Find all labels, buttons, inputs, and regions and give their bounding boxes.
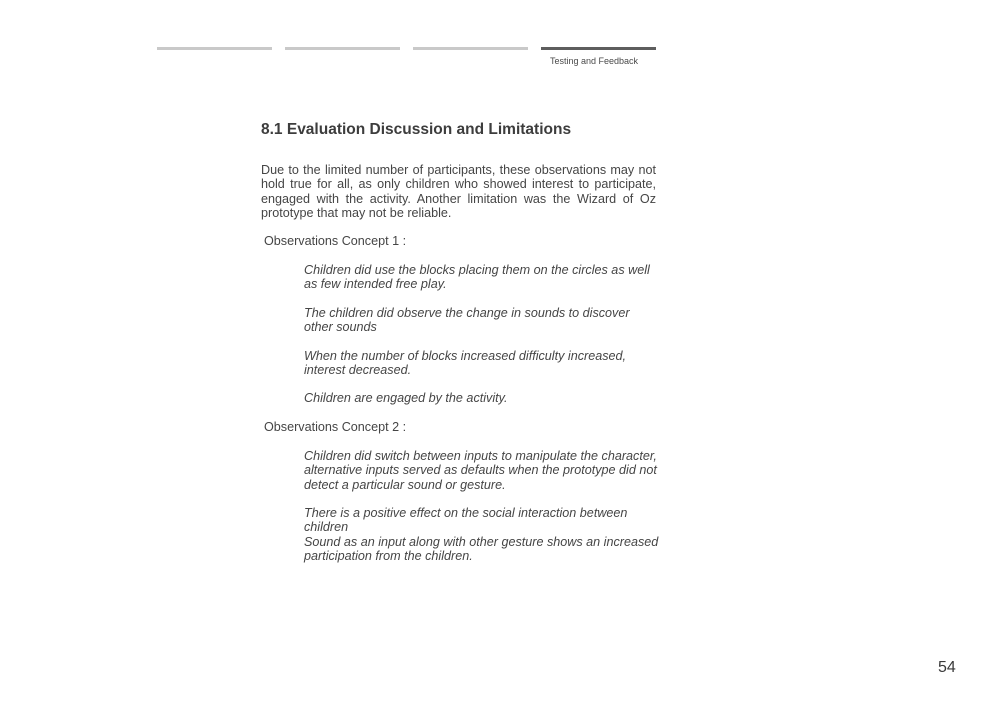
progress-segment-4-active — [541, 47, 656, 50]
progress-segment-1 — [157, 47, 272, 50]
intro-paragraph: Due to the limited number of participants, these observations may not hold true for all, as only children who showed interest to participate, engaged with the activity. Another limitation was the Wizard of Oz prototype that may not be reliable. — [261, 163, 656, 220]
concept2-observation: Children did switch between inputs to manipulate the character, alternative inputs served as defaults when the prototype did not detect a particular sound or gesture. — [304, 449, 657, 492]
concept1-observation: When the number of blocks increased difficulty increased, interest decreased. — [304, 349, 627, 378]
concept2-observation: There is a positive effect on the social interaction between children — [304, 506, 628, 535]
page-title: 8.1 Evaluation Discussion and Limitations — [261, 121, 572, 138]
progress-segment-3 — [413, 47, 528, 50]
concept1-observation: The children did observe the change in sounds to discover other sounds — [304, 306, 630, 335]
concept1-observation: Children did use the blocks placing them on the circles as well as few intended free play. — [304, 263, 650, 292]
concept1-observation: Children are engaged by the activity. — [304, 391, 508, 405]
concept2-observation: Sound as an input along with other gesture shows an increased participation from the children. — [304, 535, 659, 564]
page-number: 54 — [938, 659, 956, 676]
concept1-heading: Observations Concept 1 : — [264, 234, 407, 248]
concept2-heading: Observations Concept 2 : — [264, 420, 407, 434]
section-progress-bar — [157, 47, 656, 50]
progress-segment-2 — [285, 47, 400, 50]
section-label: Testing and Feedback — [550, 56, 639, 66]
